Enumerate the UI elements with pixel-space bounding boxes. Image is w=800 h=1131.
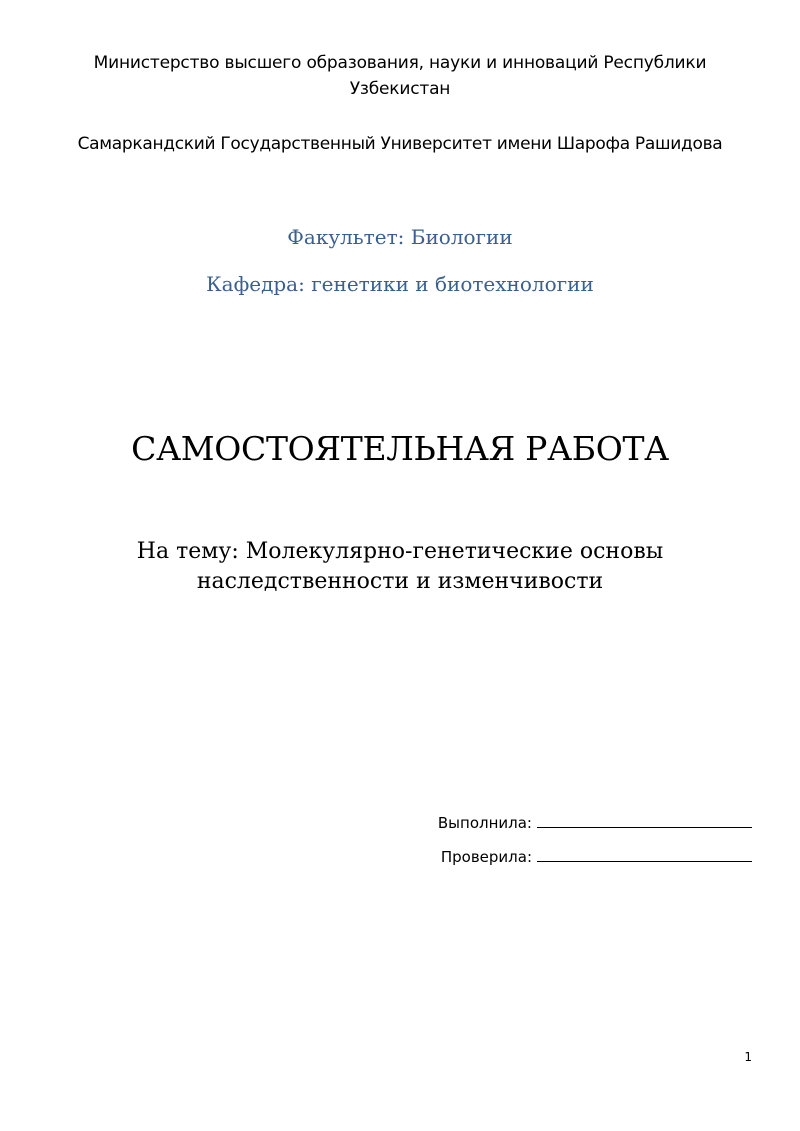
faculty-label: Факультет: Биологии (287, 225, 513, 249)
topic-line-1: На тему: Молекулярно-генетические основы (136, 539, 664, 564)
ministry-line-1: Министерство высшего образования, науки и инноваций Республики (93, 53, 707, 73)
checked-by-label: Проверила: (440, 848, 532, 866)
checked-by-signature-line (537, 847, 752, 862)
ministry-line-2: Узбекистан (349, 79, 451, 99)
completed-by-label: Выполнила: (437, 814, 532, 832)
page-number: 1 (744, 1050, 752, 1064)
university-name: Самаркандский Государственный Университет имени Шарофа Рашидова (77, 134, 723, 154)
completed-by-signature-line (537, 813, 752, 828)
topic-title (0, 537, 800, 597)
completed-by-row (438, 812, 752, 834)
checked-by-row (441, 846, 752, 868)
topic-line-2: наследственности и изменчивости (196, 569, 604, 594)
work-title: САМОСТОЯТЕЛЬНАЯ РАБОТА (131, 429, 669, 468)
ministry-header (0, 50, 800, 102)
department-label: Кафедра: генетики и биотехнологии (206, 272, 594, 296)
